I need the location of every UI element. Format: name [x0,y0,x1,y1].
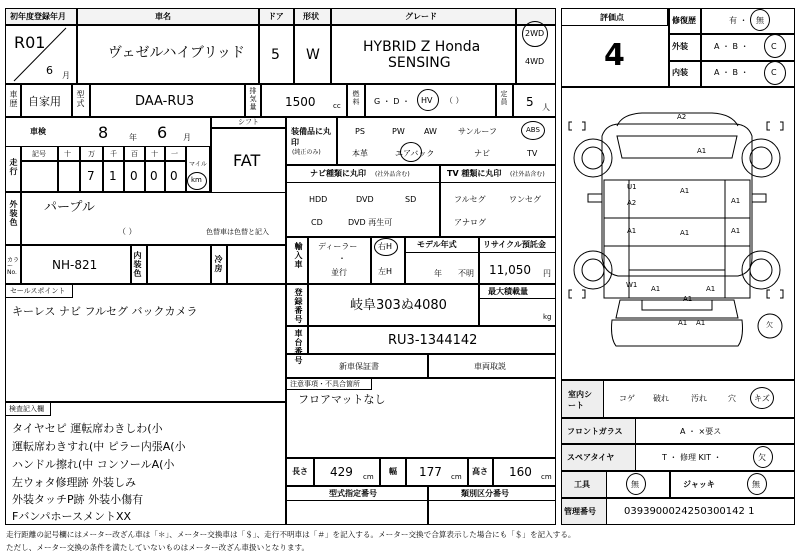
model-year-label: モデル年式 [417,240,457,249]
import-right: 右H [378,242,393,251]
score-label: 評価点 [600,13,624,22]
mgmt-value: 0393900024250300142 1 [624,506,755,517]
ext-grade-label: 外装 [672,42,688,51]
recycle-yen: 円 [543,269,551,278]
inspector-line-5: FバンパホースメントXX [12,510,132,523]
diagram-mark-a1-center2: A1 [680,229,690,237]
model-year-unknown: 不明 [458,269,474,278]
mileage-digit-2: 1 [109,169,117,183]
equipment-label: 装備品に丸印 [291,127,331,147]
equip-airbag: エアバック [395,149,435,158]
grade-line2: SENSING [388,55,451,71]
navi-sub: (社外品含む) [375,171,410,178]
chassis-label: 車台番号 [294,329,303,365]
equip-abs: ABS [526,126,540,134]
capacity-value: 5 [526,95,534,109]
import-dot: ・ [338,254,346,263]
jack-none: 無 [752,480,760,489]
shift-value: FAT [233,151,261,170]
ext-color-value: パープル [44,200,95,215]
diagram-mark-w1: W1 [626,281,638,289]
capacity-label: 定員 [500,90,508,106]
diagram-mark-a1-center: A1 [680,187,690,195]
diagram-mark-a1-right2: A1 [731,227,741,235]
equip-aw: AW [424,127,437,136]
max-load-unit: kg [543,313,552,321]
import-parallel: 並行 [331,268,347,277]
mileage-label: 走行 [9,158,18,176]
grade-label: グレード [405,12,437,21]
diagram-mark-a1-left2: A1 [627,227,637,235]
footer-line2: ただし、メーター交換の条件を満たしていないものはメーター改ざん車扱いとなります。 [6,543,310,552]
displacement-label: 排気量 [249,87,257,111]
navi-label: ナビ種類に丸印 [310,169,366,178]
car-diagram [562,88,794,379]
mileage-unit-3: 百 [131,150,138,158]
first-reg-year: R01 [14,33,46,52]
mileage-unit-2: 千 [110,150,117,158]
mileage-digit-1: 7 [87,169,95,183]
navi-hdd: HDD [309,195,328,204]
width-unit: cm [451,473,462,481]
car-name-label: 車名 [155,12,171,21]
tools-label: 工具 [574,480,590,489]
sales-point-value: キーレス ナビ フルセグ バックカメラ [12,305,198,318]
registration-value: 岐阜303ぬ4080 [350,298,447,313]
diagram-mark-a2-left: A2 [627,199,637,207]
tv-label: TV 種類に丸印 [447,169,502,178]
windshield-label: フロントガラス [567,427,623,436]
warranty-label: 新車保証書 [339,362,379,371]
grade-line1: HYBRID Z Honda [363,39,481,55]
first-reg-month: 6 [46,64,53,77]
type-designation-label: 型式指定番号 [329,489,377,498]
equipment-sub: (純正のみ) [292,149,321,156]
import-label: 輸入車 [294,242,303,269]
inspector-line-2: ハンドル擦れ(中 コンソールA(小 [12,458,175,471]
fuel-label: 燃料 [352,90,360,106]
inspector-line-0: タイヤセピ 運転席わきしわ(小 [12,422,163,435]
drive-4wd: 4WD [525,57,545,66]
diagram-mark-a1-rear3: A1 [683,295,693,303]
repair-none: 無 [756,16,764,25]
inspection-month-unit: 月 [183,133,191,142]
diagram-mark-a1-rear2: A1 [706,285,716,293]
tv-oneseg: ワンセグ [509,195,541,204]
import-left: 左H [378,267,393,276]
import-dealer: ディーラー [318,242,358,251]
recycle-label: リサイクル預託金 [483,240,546,249]
first-reg-label: 初年度登録年月 [10,12,66,21]
inspector-line-1: 運転席わきすれ(中 ピラー内張A(小 [12,440,186,453]
model-value: DAA-RU3 [135,94,195,109]
door-label: ドア [268,12,284,21]
repair-label: 修復歴 [672,16,696,25]
sales-point-label: セールスポイント [10,287,66,295]
fuel-options: G ・ D ・ [374,97,410,106]
tv-sub: (社外品含む) [510,171,545,178]
notes-value: フロアマットなし [298,393,386,406]
fuel-paren: （ ） [445,96,464,105]
width-label: 幅 [389,467,397,476]
spare-value: T ・ 修理 KIT ・ [662,453,722,462]
history-label: 車歴 [9,90,18,108]
score-value: 4 [604,38,625,73]
int-grade-label: 内装 [672,68,688,77]
mileage-km: km [191,176,202,184]
ext-color-note: 色替車は色替と記入 [206,228,269,236]
interior-sheet-label: 室内シート [568,390,592,410]
ext-grade-abc: A ・ B ・ [714,42,749,51]
chassis-value: RU3-1344142 [388,333,478,348]
max-load-label: 最大積載量 [488,287,528,296]
equip-tv: TV [527,149,538,158]
shape-value: W [306,47,320,63]
color-no-label: カラーNo. [7,257,20,276]
interior-color-label: 内装色 [133,251,142,278]
navi-cd: CD [311,218,323,227]
inspection-month: 6 [157,123,168,142]
equip-pw: PW [392,127,405,136]
mileage-unit-0: 十 [64,150,71,158]
door-value: 5 [271,47,280,63]
first-reg-month-unit: 月 [62,71,70,80]
history-value: 自家用 [28,95,61,108]
mileage-kigo: 記号 [32,150,46,158]
interior-opt-0: コゲ [619,394,635,403]
ext-color-label: 外装色 [9,200,18,227]
inspector-line-3: 左ウォタ修理跡 外装しみ [12,476,137,489]
jack-label: ジャッキ [683,480,715,489]
diagram-mark-a1-right: A1 [731,197,741,205]
color-no-value: NH-821 [52,258,98,272]
displacement-value: 1500 [285,95,316,109]
width-value: 177 [419,465,442,479]
car-name: ヴェゼルハイブリッド [108,45,245,61]
inspection-label: 車検 [30,127,46,136]
manual-label: 車両取説 [474,362,506,371]
recycle-value: 11,050 [489,263,531,277]
shape-label: 形状 [303,12,319,21]
mileage-unit-4: 十 [151,150,158,158]
inspection-year: 8 [98,123,109,142]
int-grade-abc: A ・ B ・ [714,68,749,77]
inspector-label: 検査記入欄 [9,405,44,413]
diagram-mark-a1-top: A1 [697,147,707,155]
model-label: 型式 [76,90,85,108]
ac-label: 冷房 [214,255,223,273]
drive-2wd: 2WD [525,29,545,38]
displacement-unit: cc [333,102,341,110]
model-year-unit: 年 [434,269,442,278]
spare-none: 欠 [758,453,766,462]
height-label: 高さ [472,467,488,476]
class-number-label: 類別区分番号 [461,489,509,498]
equip-ps: PS [355,127,365,136]
mileage-digit-4: 0 [150,169,158,183]
inspection-year-unit: 年 [129,133,137,142]
diagram-mark-missing: 欠 [766,321,773,329]
ext-color-paren: （ ） [118,227,137,236]
interior-opt-3: 穴 [728,394,736,403]
length-label: 長さ [292,467,308,476]
diagram-mark-u1: U1 [627,183,637,191]
notes-label: 注意事項・不具合箇所 [290,380,360,388]
capacity-unit: 人 [542,103,550,112]
diagram-mark-a1-rear1: A1 [651,285,661,293]
diagram-mark-a1-rear4: A1 [678,319,688,327]
registration-label: 登録番号 [294,288,303,324]
mileage-unit-5: 一 [171,150,178,158]
diagram-mark-a2-top: A2 [677,113,687,121]
shift-label: シフト [238,118,259,126]
diagram-mark-a1-rear5: A1 [696,319,706,327]
spare-label: スペアタイヤ [567,453,615,462]
tv-fullseg: フルセグ [454,195,486,204]
int-grade-c: C [771,68,777,77]
fuel-hv: HV [421,96,433,105]
inspector-line-4: 外装タッチP跡 外装小傷有 [12,493,144,506]
tv-analog: アナログ [454,218,486,227]
navi-sd: SD [405,195,417,204]
length-value: 429 [330,465,353,479]
footer-line1: 走行距離の記号欄にはメーター改ざん車は「＊」、メーター交換車は「＄」、走行不明車は「＃」を記入する。メーター交換で合算表示した場合にも「＄」を記入する。 [6,530,576,539]
interior-opt-2: 汚れ [691,394,707,403]
equip-leather: 本革 [352,149,368,158]
windshield-value: A ・ ×要ス [680,427,722,436]
navi-dvd-play: DVD 再生可 [348,218,393,227]
mileage-digit-3: 0 [130,169,138,183]
tools-none: 無 [631,480,639,489]
height-value: 160 [509,465,532,479]
mileage-unit-1: 万 [88,150,95,158]
repair-value: 有 ・ [729,16,748,25]
navi-dvd: DVD [356,195,374,204]
row2 [5,84,556,117]
mgmt-label: 管理番号 [564,507,596,516]
interior-opt-1: 破れ [653,394,669,403]
length-unit: cm [363,473,374,481]
equip-sunroof: サンルーフ [458,127,497,136]
equip-navi: ナビ [474,149,490,158]
mileage-digit-5: 0 [170,169,178,183]
mileage-mile: マイル [189,161,207,168]
height-unit: cm [541,473,552,481]
interior-opt-4: キズ [754,394,770,403]
ext-grade-c: C [771,42,777,51]
